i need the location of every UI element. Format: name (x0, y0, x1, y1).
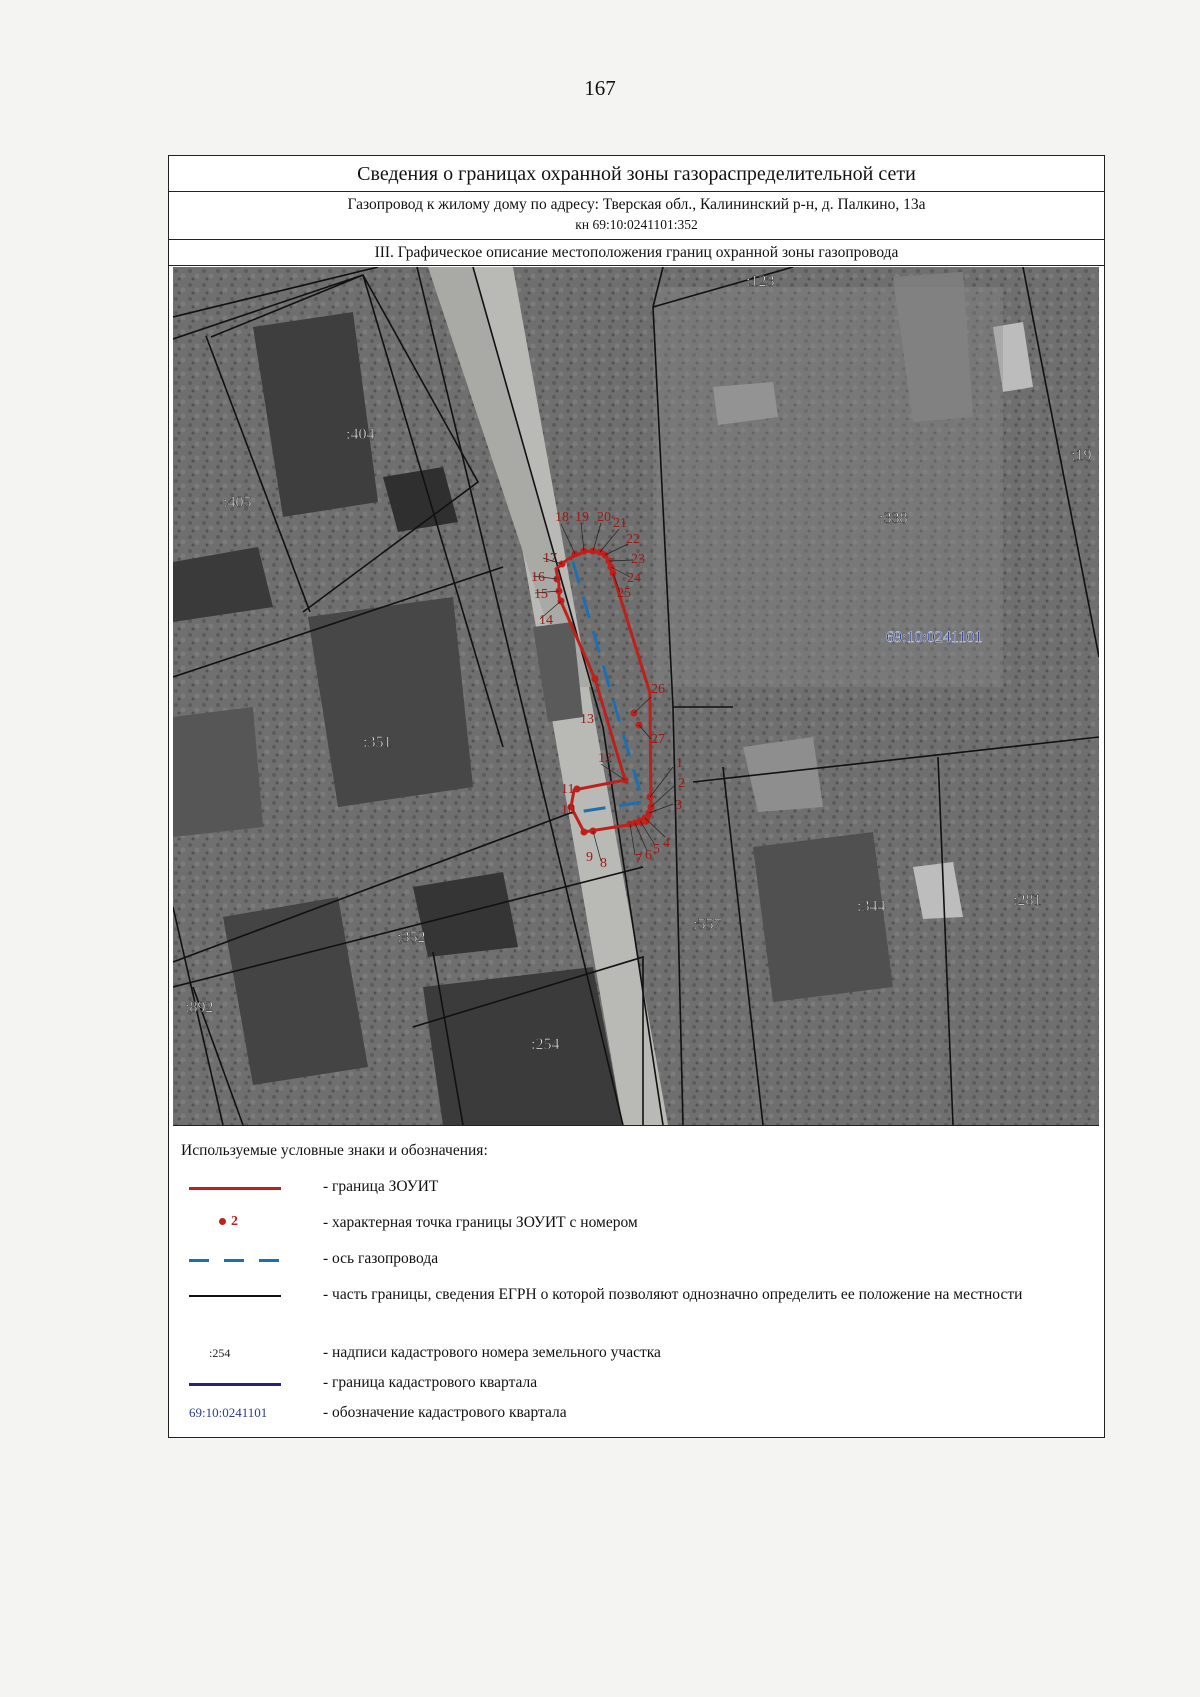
parcel-number-label: :281 (1013, 892, 1042, 909)
quarter-label-symbol (189, 1402, 289, 1426)
cadastral-quarter-label: 69:10:0241101 (886, 629, 983, 646)
vertex-number: 21 (613, 516, 627, 531)
parcel-number-label: :405 (223, 494, 252, 511)
parcel-number-label: :338 (879, 510, 908, 527)
vertex-number: 12 (598, 751, 612, 766)
vertex-number: 24 (627, 571, 641, 586)
vertex-number: 11 (561, 782, 575, 797)
vertex-number: 16 (531, 570, 545, 585)
vertex-number: 7 (635, 852, 642, 867)
lawn-area (653, 287, 1003, 687)
vertex-number: 6 (645, 848, 652, 863)
parcel-number-label: :404 (346, 426, 375, 443)
section-title: III. Графическое описание местоположения границ охранной зоны газопровода (169, 240, 1104, 266)
legend-text: - обозначение кадастрового квартала (323, 1404, 567, 1421)
vertex-number: 2 (678, 776, 685, 791)
black-line-symbol (189, 1284, 289, 1308)
legend-text: - часть границы, сведения ЕГРН о которой позволяют однозначно определить ее положение на местности (323, 1286, 1023, 1303)
vertex-number: 3 (675, 798, 682, 813)
object-cadastral-number: кн 69:10:0241101:352 (575, 217, 698, 232)
vertex-number: 23 (631, 552, 645, 567)
parcel-number-label: :254 (531, 1036, 560, 1053)
vertex-number: 13 (580, 712, 594, 727)
vertex-number: 19 (575, 510, 589, 525)
legend-sample: 69:10:0241101 (189, 1405, 268, 1420)
vertex-number: 25 (617, 586, 631, 601)
vertex-number: 5 (653, 842, 660, 857)
parcel-number-label: :892 (185, 999, 214, 1016)
page-number: 167 (584, 76, 616, 100)
parcel-number-label: :351 (363, 734, 392, 751)
cadastral-sheet (168, 155, 1105, 1438)
vertex-number: 22 (626, 532, 640, 547)
vertex-number: 9 (586, 850, 593, 865)
parcel-number-label: :123 (746, 273, 775, 290)
vertex-number: 4 (663, 836, 670, 851)
legend-title: Используемые условные знаки и обозначения: (181, 1142, 488, 1159)
red-line-symbol (189, 1176, 289, 1200)
parcel-number-label: :557 (693, 916, 722, 933)
vertex-number: 26 (651, 682, 665, 697)
vertex-number: 18 (555, 510, 569, 525)
vertex-number: 8 (600, 856, 607, 871)
parcel-number-label: :352 (397, 929, 426, 946)
object-address: Газопровод к жилому дому по адресу: Тверская обл., Калининский р-н, д. Палкино, 13а (347, 196, 926, 213)
aerial-map[interactable] (173, 267, 1099, 1126)
sheet-title: Сведения о границах охранной зоны газораспределительной сети (169, 156, 1104, 192)
vertex-number: 27 (651, 732, 665, 747)
blue-dash-symbol (189, 1248, 289, 1272)
legend-sample: :254 (209, 1346, 231, 1360)
legend-text: - надписи кадастрового номера земельного участка (323, 1344, 661, 1361)
vertex-number: 1 (676, 756, 683, 771)
navy-line-symbol (189, 1372, 289, 1396)
legend-text: - граница ЗОУИТ (323, 1178, 439, 1195)
vertex-number: 20 (597, 510, 611, 525)
vertex-number: 10 (561, 803, 575, 818)
legend-sample: 2 (231, 1214, 238, 1229)
object-description (169, 192, 1104, 240)
parcel-label-symbol (189, 1342, 289, 1366)
map-canvas (173, 267, 1099, 1125)
vertex-number: 15 (534, 587, 548, 602)
parcel-number-label: :19 (1071, 447, 1092, 464)
vertex-number: 17 (543, 551, 557, 566)
legend-text: - граница кадастрового квартала (323, 1374, 538, 1391)
vertex-number: 14 (539, 613, 553, 628)
red-point-symbol (189, 1212, 289, 1236)
map-legend (169, 1128, 1104, 1436)
legend-text: - характерная точка границы ЗОУИТ с номером (323, 1214, 638, 1231)
parcel-number-label: :344 (857, 898, 886, 915)
legend-text: - ось газопровода (323, 1250, 439, 1267)
